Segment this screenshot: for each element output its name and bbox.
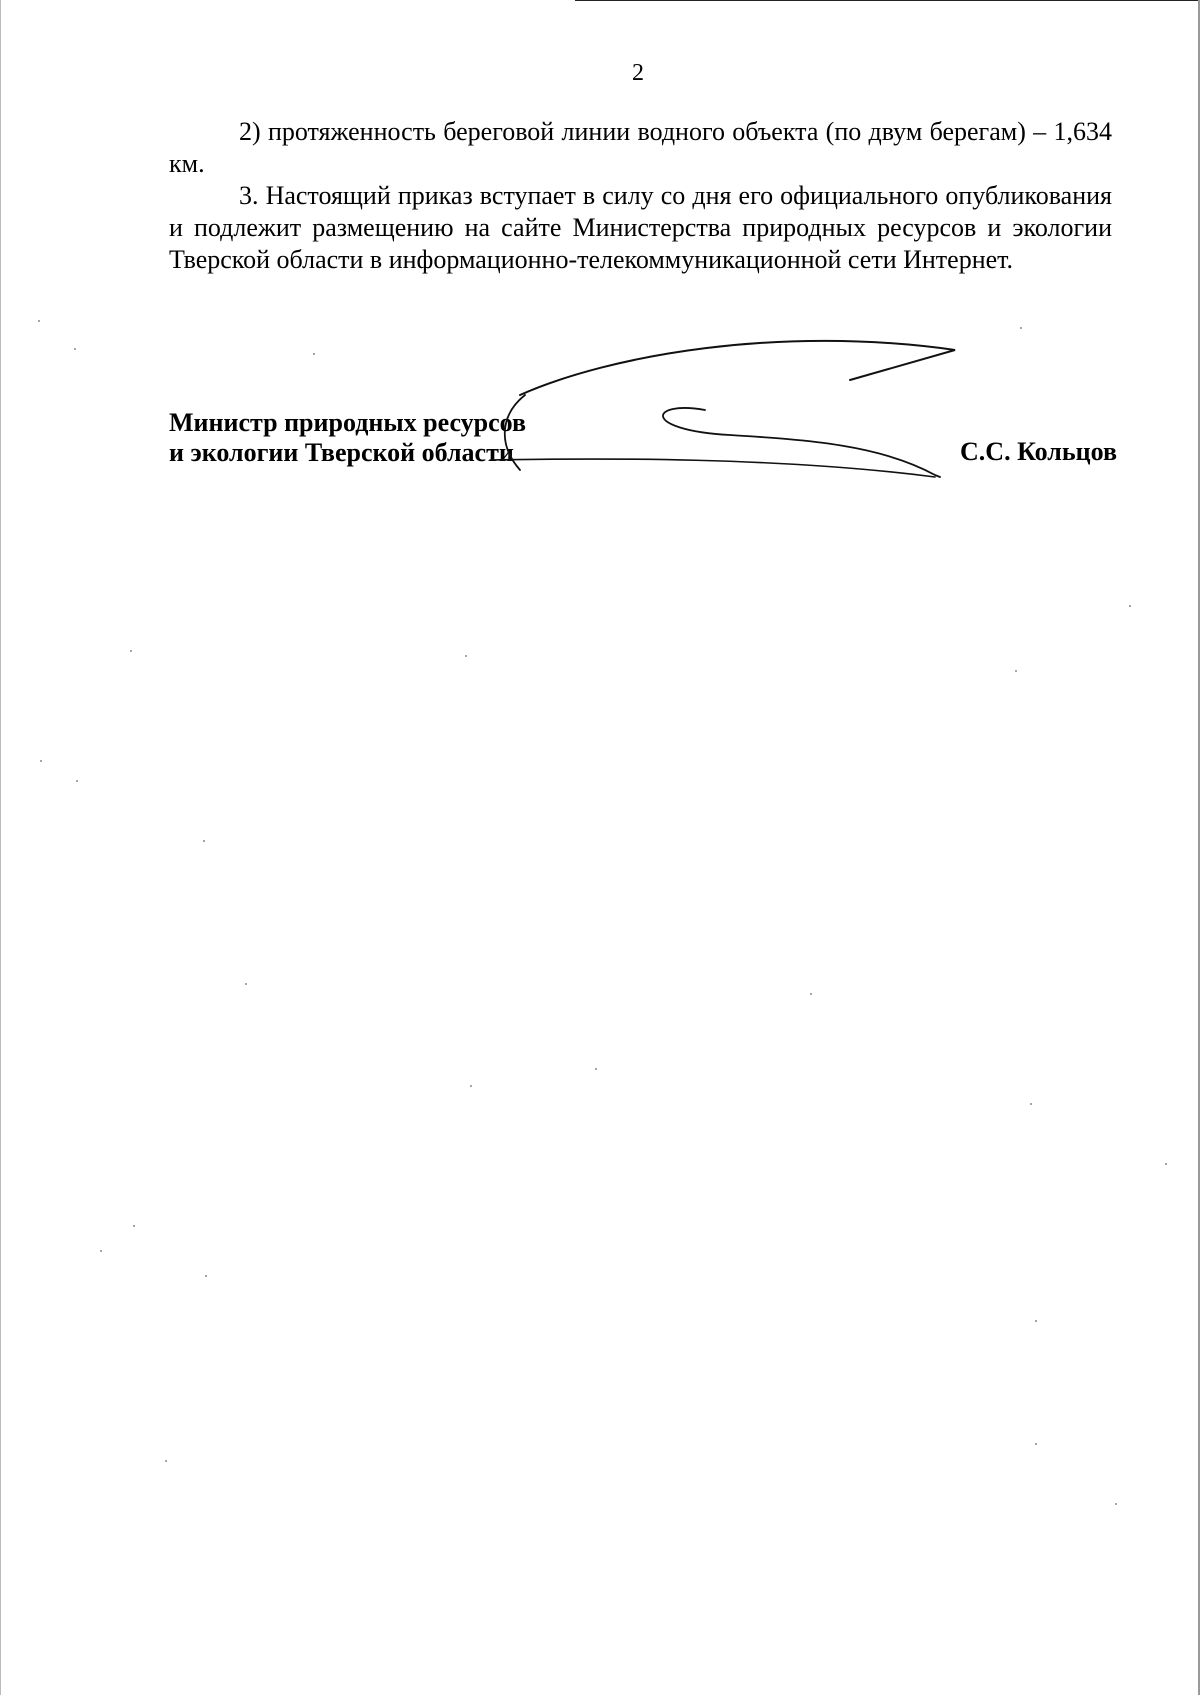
signatory-title-line-1: Министр природных ресурсов (169, 408, 527, 437)
scan-speck (76, 780, 78, 782)
scan-speck (1020, 327, 1022, 329)
scan-speck (165, 1460, 167, 1462)
handwritten-signature (480, 345, 960, 485)
signatory-title (169, 408, 526, 468)
scan-speck (810, 993, 812, 995)
scan-speck (1115, 1503, 1117, 1505)
scan-speck (1030, 1103, 1032, 1105)
scan-speck (1165, 1163, 1167, 1165)
scan-speck (130, 650, 132, 652)
scan-speck (203, 840, 205, 842)
scan-speck (133, 1225, 135, 1227)
scan-speck (1015, 670, 1017, 672)
signature-stroke-lower (490, 459, 935, 477)
paragraph-shoreline-length: 2) протяженность береговой линии водного объекта (по двум берегам) – 1,634 км. (169, 117, 1112, 178)
signatory-title-line-2: и экологии Тверской области (169, 438, 514, 467)
scan-speck (100, 1250, 102, 1252)
scan-edge-top (575, 0, 1200, 1)
scan-speck (1035, 1443, 1037, 1445)
page-number: 2 (632, 60, 644, 86)
scan-speck (74, 348, 76, 350)
scan-speck (470, 1085, 472, 1087)
signatory-name: С.С. Кольцов (960, 437, 1117, 466)
scan-speck (245, 983, 247, 985)
document-body (169, 116, 1112, 276)
scan-speck (1035, 1320, 1037, 1322)
signature-stroke-middle (663, 408, 940, 477)
scan-speck (205, 1275, 207, 1277)
scan-speck (38, 320, 40, 322)
scan-speck (1129, 605, 1131, 607)
scan-speck (313, 353, 315, 355)
paragraph-entry-into-force: 3. Настоящий приказ вступает в силу со дня его официального опубликования и подлежит размещению на сайте Министерства природных ресурсов и экологии Тверской области в информационно-телекоммуникационной сети Интернет. (169, 181, 1112, 274)
scan-speck (465, 655, 467, 657)
scan-speck (595, 1068, 597, 1070)
scan-edge-left (0, 0, 1, 1695)
scan-speck (40, 760, 42, 762)
signature-stroke-upper (520, 341, 955, 395)
